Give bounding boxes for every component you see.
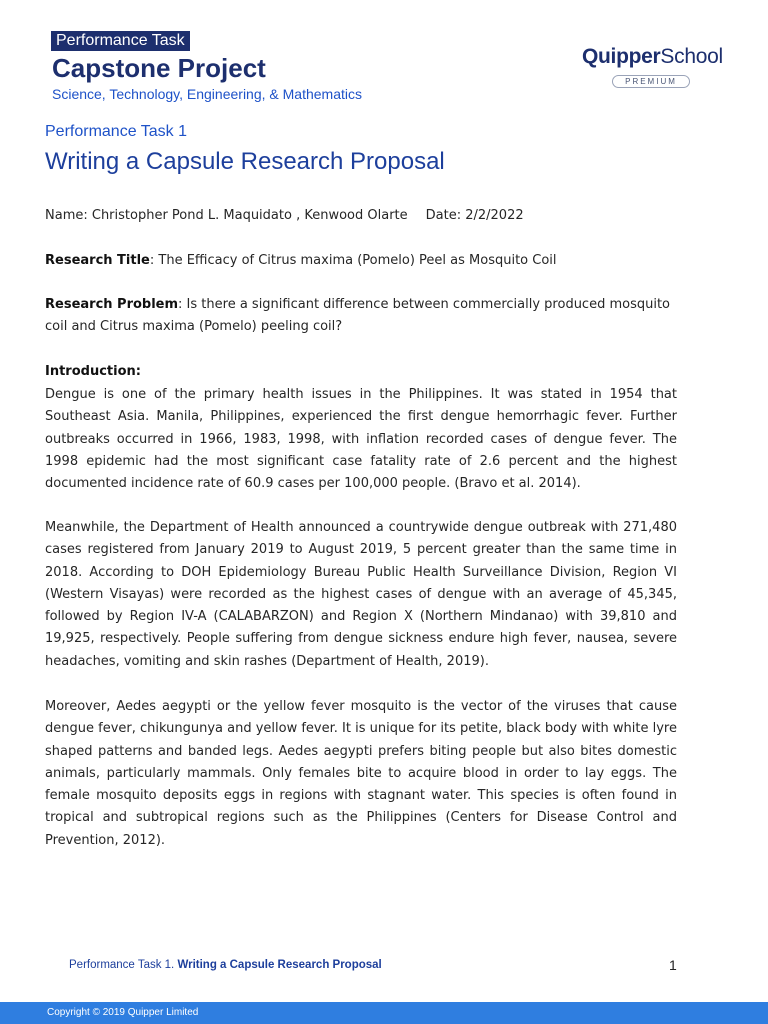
quipper-school-logo xyxy=(582,44,724,92)
document-title: Writing a Capsule Research Proposal xyxy=(45,148,445,175)
footer-title: Writing a Capsule Research Proposal xyxy=(177,959,382,971)
page-number: 1 xyxy=(669,957,677,973)
research-problem-text: : Is there a significant difference between commercially produced mosquito coil and Citrus maxima (Pomelo) peeling coil? xyxy=(45,297,671,335)
stem-subtitle: Science, Technology, Engineering, & Mathematics xyxy=(52,86,362,102)
name-date-line xyxy=(45,205,677,227)
copyright-bar xyxy=(0,1002,768,1024)
student-names: Name: Christopher Pond L. Maquidato , Kenwood Olarte xyxy=(45,208,408,223)
premium-badge: PREMIUM xyxy=(612,75,690,88)
research-title-label: Research Title xyxy=(45,253,150,268)
paragraph: Dengue is one of the primary health issues in the Philippines. It was stated in 1954 that Southeast Asia. Manila, Philippines, experienced the first dengue hemorrhagic fever. Further outbreaks occurred in 1966, 1983, 1998, with inflation recorded cases of dengue fever. The 1998 epidemic had the most significant case fatality rate of 2.6 percent and the highest documented incidence rate of 60.9 cases per 100,000 people. (Bravo et al. 2014). xyxy=(45,387,677,492)
page-footer-title xyxy=(69,956,382,974)
footer-prefix: Performance Task 1. xyxy=(69,959,178,971)
submission-date: Date: 2/2/2022 xyxy=(425,208,524,223)
research-problem-label: Research Problem xyxy=(45,297,179,312)
introduction-label: Introduction: xyxy=(45,364,141,379)
introduction-heading xyxy=(45,361,677,383)
performance-task-badge: Performance Task xyxy=(51,31,190,51)
paragraph: Moreover, Aedes aegypti or the yellow fever mosquito is the vector of the viruses that cause dengue fever, chikungunya and yellow fever. It is unique for its petite, black body with white lyre shaped patterns and banded legs. Aedes aegypti prefers biting people but also bites domestic animals, particularly mammals. Only females bite to acquire blood in order to lay eggs. The female mosquito deposits eggs in regions with stagnant water. This species is often found in tropical and subtropical regions such as the Philippines (Centers for Disease Control and Prevention, 2012). xyxy=(45,699,677,848)
logo-school-text: School xyxy=(660,45,723,68)
capstone-title: Capstone Project xyxy=(52,53,266,83)
logo-quipper-text: Quipper xyxy=(582,45,661,68)
task-label: Performance Task 1 xyxy=(45,123,187,140)
research-title-line xyxy=(45,250,677,272)
research-problem-block xyxy=(45,294,677,339)
research-title-text: : The Efficacy of Citrus maxima (Pomelo) Peel as Mosquito Coil xyxy=(149,253,557,268)
copyright-text: Copyright © 2019 Quipper Limited xyxy=(47,1007,199,1018)
paragraph: Meanwhile, the Department of Health announced a countrywide dengue outbreak with 271,480 cases registered from January 2019 to August 2019, 5 percent greater than the same time in 2018. According to DOH Epidemiology Bureau Public Health Surveillance Division, Region VI (Western Visayas) were recorded as the highest cases of dengue with an average of 45,345, followed by Region IV-A (CALABARZON) and Region X (Northern Mindanao) with 39,810 and 19,925, respectively. People suffering from dengue sickness endure high fever, nausea, severe headaches, vomiting and skin rashes (Department of Health, 2019). xyxy=(45,520,677,669)
